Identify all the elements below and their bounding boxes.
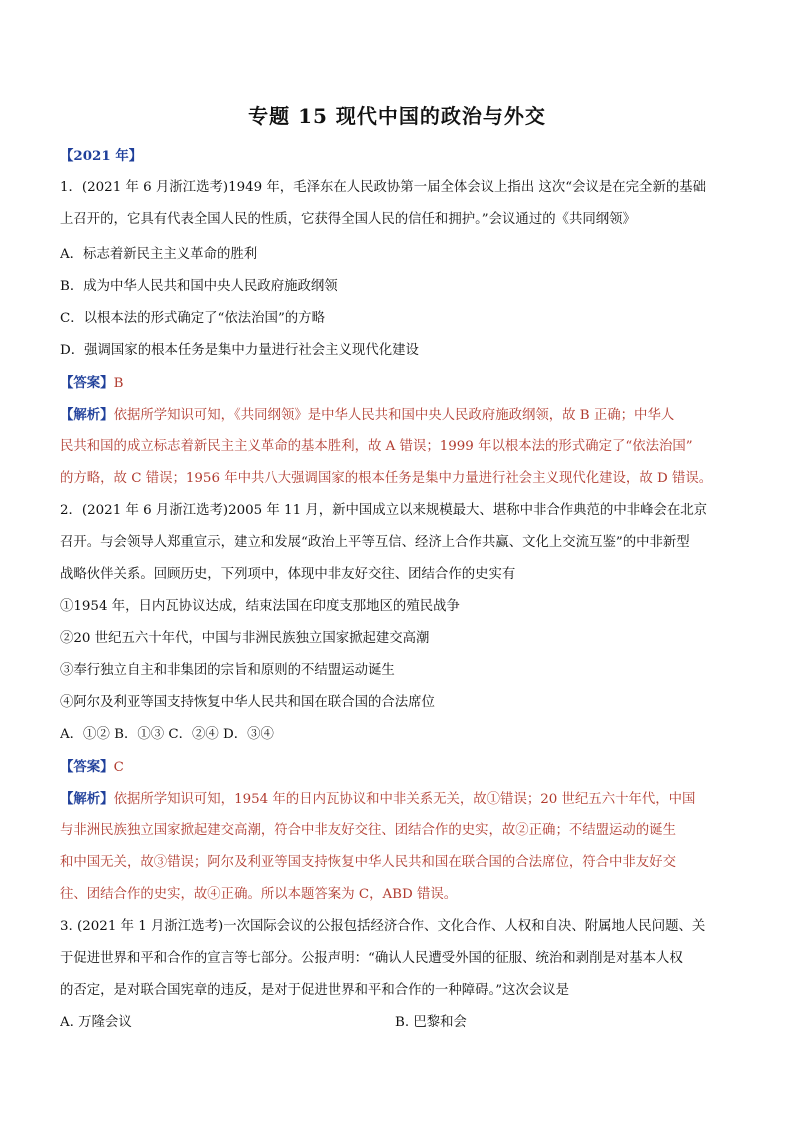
q2-item-4: ④阿尔及利亚等国支持恢复中华人民共和国在联合国的合法席位 <box>60 695 435 710</box>
q3-option-a: A. 万隆会议 <box>60 1015 132 1030</box>
q3-stem-line-1: 3. (2021 年 1 月浙江选考)一次国际会议的公报包括经济合作、文化合作、人权和自决、附属地人民问题、关 <box>60 919 706 934</box>
q3-stem-line-3: 的否定，是对联合国宪章的违反，是对于促进世界和平和合作的一种障碍。”这次会议是 <box>60 983 569 998</box>
answer-tag: 【答案】 <box>60 759 114 775</box>
q2-answer <box>60 757 740 778</box>
q1-analysis-line-2: 民共和国的成立标志着新民主主义革命的基本胜利，故 A 错误；1999 年以根本法的形式确定了“依法治国” <box>60 439 693 454</box>
answer-tag: 【答案】 <box>60 375 114 391</box>
q1-option-d: D．强调国家的根本任务是集中力量进行社会主义现代化建设 <box>60 343 419 358</box>
q1-option-c: C．以根本法的形式确定了“依法治国”的方略 <box>60 311 325 326</box>
year-tag: 【2021 年】 <box>60 148 143 164</box>
q1-stem-line-1: 1．(2021 年 6 月浙江选考)1949 年，毛泽东在人民政协第一届全体会议上指出 这次“会议是在完全新的基础 <box>60 180 707 195</box>
q2-stem-line-3: 战略伙伴关系。回顾历史，下列项中，体现中非友好交往、团结合作的史实有 <box>60 567 516 582</box>
q1-option-a: A．标志着新民主主义革命的胜利 <box>60 247 258 262</box>
q2-stem-line-1: 2．(2021 年 6 月浙江选考)2005 年 11 月，新中国成立以来规模最大、堪称中非合作典范的中非峰会在北京 <box>60 503 708 518</box>
q2-analysis-line-1 <box>60 789 740 810</box>
analysis-text: 依据所学知识可知，《共同纲领》是中华人民共和国中央人民政府施政纲领，故 B 正确；中华人 <box>113 408 675 423</box>
q2-analysis-line-4: 往、团结合作的史实，故④正确。所以本题答案为 C，ABD 错误。 <box>60 887 458 902</box>
q2-stem-line-2: 召开。与会领导人郑重宣示，建立和发展“政治上平等互信、经济上合作共赢、文化上交流互鉴”的中非新型 <box>60 535 690 550</box>
q2-item-2: ②20 世纪五六十年代，中国与非洲民族独立国家掀起建交高潮 <box>60 631 430 646</box>
q1-analysis-line-1 <box>60 405 740 426</box>
q1-answer <box>60 373 740 394</box>
q2-analysis-line-2: 与非洲民族独立国家掀起建交高潮，符合中非友好交往、团结合作的史实，故②正确；不结盟运动的诞生 <box>60 823 676 838</box>
q1-analysis-line-3: 的方略，故 C 错误；1956 年中共八大强调国家的根本任务是集中力量进行社会主义现代化建设，故 D 错误。 <box>60 471 713 486</box>
q2-analysis-line-3: 和中国无关，故③错误；阿尔及利亚等国支持恢复中华人民共和国在联合国的合法席位，符合中非友好交 <box>60 855 676 870</box>
analysis-tag: 【解析】 <box>60 407 114 423</box>
q1-stem-line-2: 上召开的，它具有代表全国人民的性质，它获得全国人民的信任和拥护。”会议通过的《共同纲领》 <box>60 212 636 227</box>
answer-value: B <box>113 376 124 391</box>
q2-item-3: ③奉行独立自主和非集团的宗旨和原则的不结盟运动诞生 <box>60 663 395 678</box>
q2-item-1: ①1954 年，日内瓦协议达成，结束法国在印度支那地区的殖民战争 <box>60 599 460 614</box>
q2-options: A．①② B．①③ C．②④ D．③④ <box>60 727 274 742</box>
page-title: 专题 15 现代中国的政治与外交 <box>248 104 546 128</box>
q1-option-b: B．成为中华人民共和国中央人民政府施政纲领 <box>60 279 338 294</box>
q3-option-b: B. 巴黎和会 <box>395 1015 467 1030</box>
answer-value: C <box>113 760 124 775</box>
analysis-tag: 【解析】 <box>60 791 114 807</box>
q3-stem-line-2: 于促进世界和平和合作的宣言等七部分。公报声明：“确认人民遭受外国的征服、统治和剥削是对基本人权 <box>60 951 683 966</box>
analysis-text: 依据所学知识可知，1954 年的日内瓦协议和中非关系无关，故①错误；20 世纪五六十年代，中国 <box>113 792 696 807</box>
